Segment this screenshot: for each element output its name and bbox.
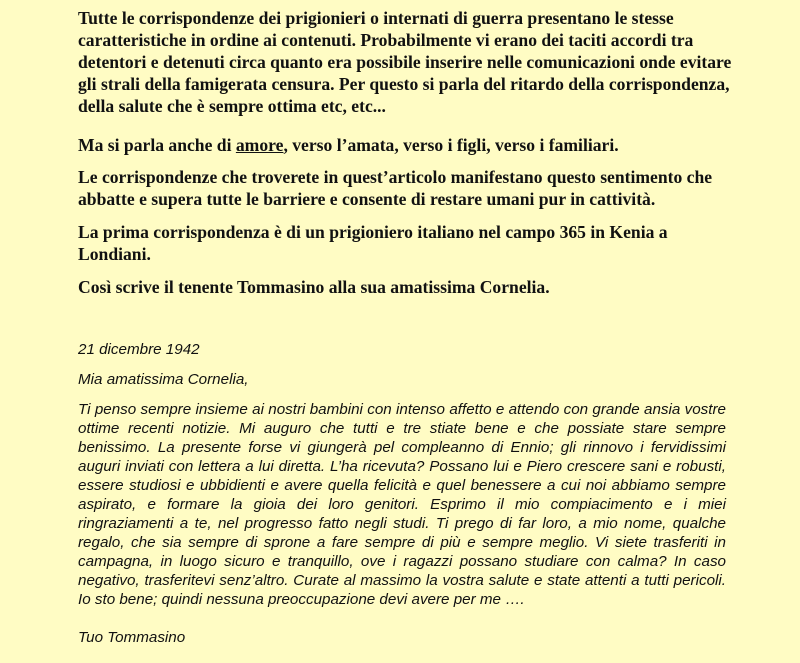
intro-paragraph-2-end: , verso l’amata, verso i figli, verso i familiari.: [283, 135, 619, 155]
intro-paragraph-3: Le corrispondenze che troverete in quest’articolo manifestano questo sentimento che abbatte e supera tutte le barriere e consente di restare umani pur in cattività.: [78, 167, 713, 209]
letter-greeting: Mia amatissima Cornelia,: [78, 371, 249, 388]
intro-paragraph-5: Così scrive il tenente Tommasino alla sua amatissima Cornelia.: [78, 277, 550, 297]
intro-paragraph-1: Tutte le corrispondenze dei prigionieri o internati di guerra presentano le stesse caratteristiche in ordine ai contenuti. Probabilmente vi erano dei taciti accordi tra detentori e detenuti circa quanto era possibile inserire nelle comunicazioni onde evitare gli strali della famigerata censura. Per questo si parla del ritardo della corrispondenza, della salute che è sempre ottima etc, etc...: [78, 8, 732, 116]
letter-signature: Tuo Tommasino: [78, 629, 186, 646]
underlined-word-amore: amore: [235, 135, 284, 155]
intro-paragraph-2-start: Ma si parla anche di: [78, 135, 236, 155]
letter-body: Ti penso sempre insieme ai nostri bambini con intenso affetto e attendo con grande ansia vostre ottime recenti notizie. Mi auguro che tutti e tre stiate bene e che possiate stare sempre benissimo. La presente forse vi giungerà pel compleanno di Ennio; gli rinnovo i fervidissimi auguri inviati con lettera a lui diretta. L’ha ricevuta? Possano lui e Piero crescere sani e robusti, essere studiosi e ubbidienti e avere quella felicità e quel benessere a cui noi abbiamo sempre aspirato, e formare la gioia dei loro genitori. Esprimo il mio compiacimento e i miei ringraziamenti a te, nel progresso fatto negli studi. Ti prego di far loro, a mio nome, qualche regalo, che sia sempre di sprone a fare sempre di più e sempre meglio. Vi siete trasferiti in campagna, in luogo sicuro e tranquillo, ove i ragazzi possano studiare con calma? In caso negativo, trasferitevi senz’altro. Curate al massimo la vostra salute e state attenti a tutti pericoli. Io sto bene; quindi nessuna preoccupazione devi avere per me ….: [78, 401, 726, 608]
intro-paragraph-2: [78, 134, 732, 156]
intro-paragraph-4: La prima corrispondenza è di un prigioniero italiano nel campo 365 in Kenia a Londiani.: [78, 222, 668, 264]
letter-date: 21 dicembre 1942: [78, 341, 200, 358]
